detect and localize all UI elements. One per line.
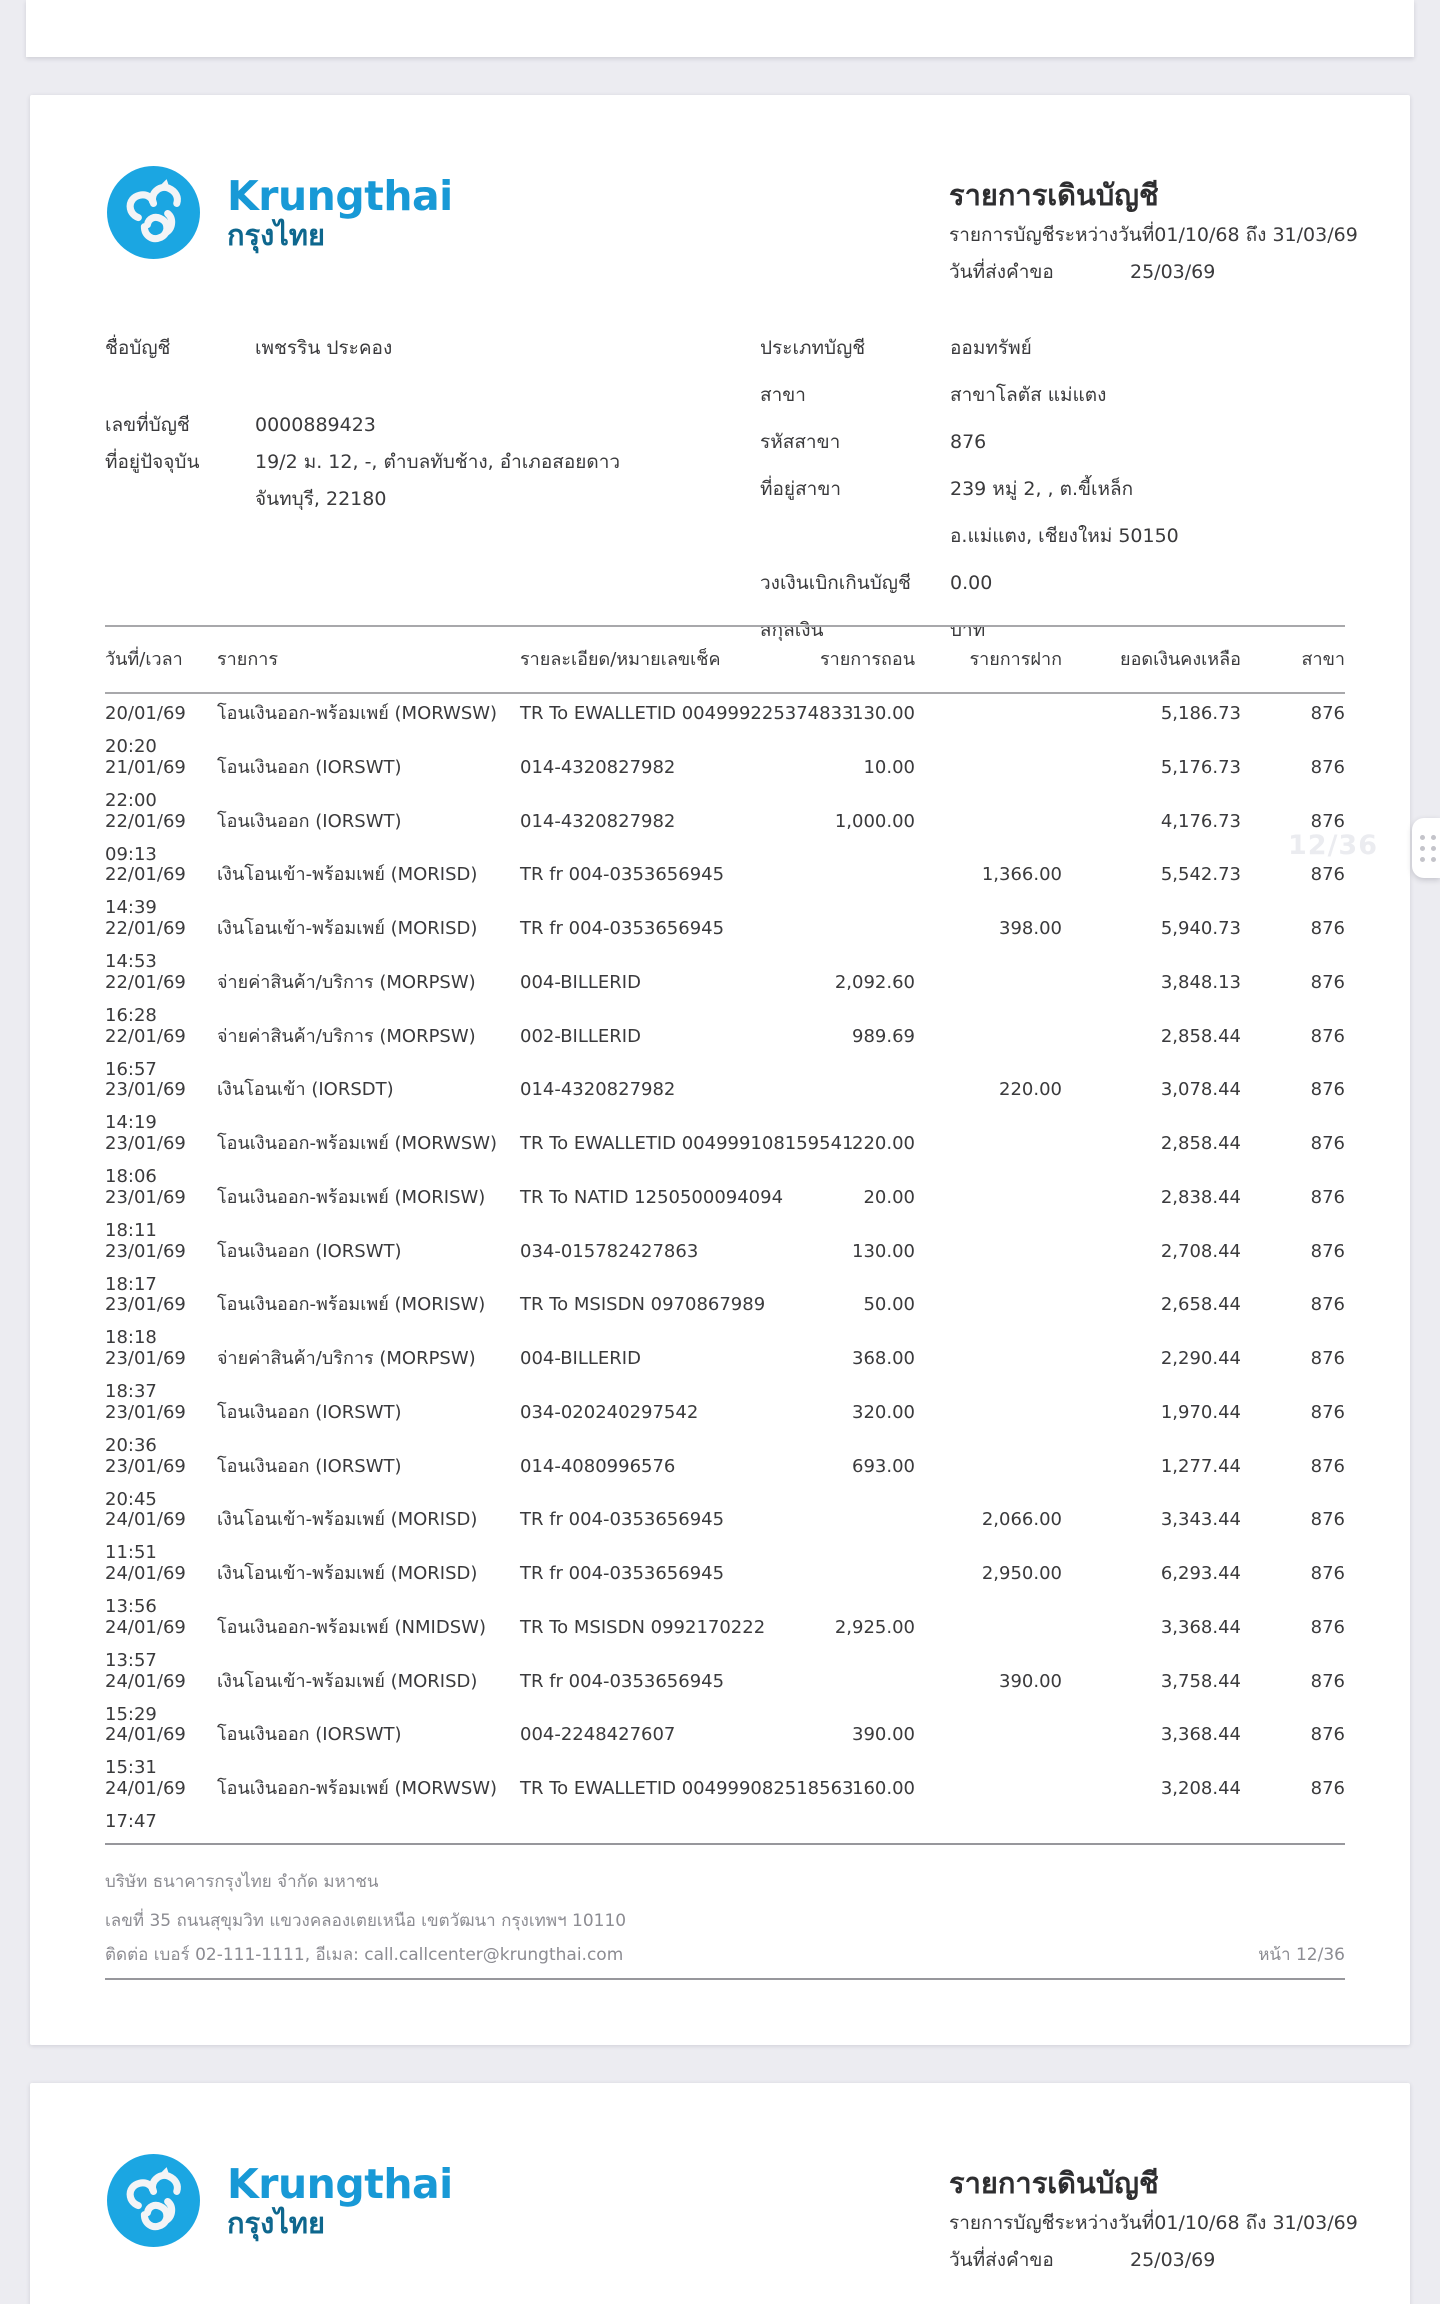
transaction-description: จ่ายค่าสินค้า/บริการ (MORPSW): [217, 1025, 476, 1047]
balance-amount: 5,186.73: [1160, 703, 1241, 724]
date-time-cell: [105, 1725, 217, 1778]
previous-page-bottom-strip: [26, 0, 1414, 57]
balance-amount: 3,208.44: [1160, 1778, 1241, 1799]
transaction-time: 13:56: [105, 1596, 157, 1617]
brand-wordmark-thai: กรุงไทย: [227, 2206, 325, 2240]
table-row: [105, 1457, 1345, 1511]
info-row: [760, 479, 1410, 499]
info-row: [760, 526, 1410, 546]
balance-amount: 3,368.44: [1160, 1616, 1241, 1638]
transaction-description: โอนเงินออก-พร้อมเพย์ (NMIDSW): [217, 1616, 486, 1638]
transaction-time: 15:31: [105, 1757, 157, 1779]
balance-amount: 2,708.44: [1160, 1240, 1241, 1262]
table-row: [105, 1080, 1345, 1134]
info-value: 0.00: [950, 572, 993, 594]
info-label: สกุลเงิน: [760, 619, 824, 641]
date-time-cell: [105, 1295, 217, 1348]
transaction-description: โอนเงินออก-พร้อมเพย์ (MORWSW): [217, 1778, 498, 1799]
branch-code: 876: [1310, 1186, 1345, 1208]
withdrawal-amount: 989.69: [852, 1025, 915, 1047]
table-row: [105, 1242, 1345, 1296]
info-value: บาท: [950, 619, 986, 641]
branch-code: 876: [1310, 1133, 1345, 1154]
transaction-time: 20:20: [105, 736, 157, 757]
column-header: รายการฝาก: [969, 649, 1062, 670]
brand-wordmark: Krungthai: [227, 2160, 453, 2208]
date-time-cell: [105, 1672, 217, 1725]
branch-code: 876: [1310, 918, 1345, 939]
withdrawal-amount: 2,092.60: [834, 971, 915, 993]
date-time-cell: [105, 1457, 217, 1510]
statement-period-row: [949, 2212, 1379, 2234]
transaction-date: 23/01/69: [105, 1294, 186, 1316]
branch-code: 876: [1310, 1616, 1345, 1638]
request-date-value: 25/03/69: [1130, 261, 1216, 283]
transaction-date: 23/01/69: [105, 1133, 186, 1154]
date-time-cell: [105, 973, 217, 1026]
transaction-time: 14:53: [105, 951, 157, 972]
transaction-time: 18:06: [105, 1166, 157, 1187]
balance-amount: 6,293.44: [1160, 1563, 1241, 1584]
transaction-description: เงินโอนเข้า-พร้อมเพย์ (MORISD): [217, 1509, 478, 1531]
statement-page: [30, 95, 1410, 2045]
footer-address: เลขที่ 35 ถนนสุขุมวิท แขวงคลองเตยเหนือ เขตวัฒนา กรุงเทพฯ 10110: [105, 1911, 627, 1931]
info-label: ชื่อบัญชี: [105, 337, 171, 359]
info-value: จันทบุรี, 22180: [255, 488, 387, 510]
transaction-description: เงินโอนเข้า-พร้อมเพย์ (MORISD): [217, 1563, 478, 1584]
branch-code: 876: [1310, 1294, 1345, 1316]
page-indicator-watermark: 12/36: [1288, 830, 1379, 861]
table-row: [105, 1188, 1345, 1242]
drag-handle-dots-icon: [1420, 835, 1436, 862]
transaction-date: 23/01/69: [105, 1401, 186, 1423]
transaction-detail: 014-4320827982: [520, 810, 676, 832]
withdrawal-amount: 20.00: [863, 1186, 915, 1208]
table-row: [105, 704, 1345, 758]
deposit-amount: 2,066.00: [981, 1509, 1062, 1531]
date-time-cell: [105, 1027, 217, 1080]
withdrawal-amount: 130.00: [852, 1240, 915, 1262]
info-label: ประเภทบัญชี: [760, 337, 866, 359]
info-value: 0000889423: [255, 414, 376, 436]
transaction-date: 21/01/69: [105, 756, 186, 778]
transaction-detail: TR To EWALLETID 004999108159541: [520, 1133, 854, 1154]
transaction-time: 18:37: [105, 1381, 157, 1402]
table-row: [105, 1349, 1345, 1403]
transaction-date: 20/01/69: [105, 703, 186, 724]
table-row: [105, 1725, 1345, 1779]
transaction-description: โอนเงินออก-พร้อมเพย์ (MORWSW): [217, 703, 498, 724]
transaction-detail: TR fr 004-0353656945: [520, 1670, 725, 1692]
transaction-detail: 004-BILLERID: [520, 1348, 641, 1369]
date-time-cell: [105, 1779, 217, 1832]
transaction-description: โอนเงินออก-พร้อมเพย์ (MORWSW): [217, 1133, 498, 1154]
footer-divider: [105, 1978, 1345, 1980]
deposit-amount: 390.00: [999, 1670, 1062, 1692]
table-body: [105, 694, 1345, 1833]
branch-code: 876: [1310, 1079, 1345, 1101]
date-time-cell: [105, 1510, 217, 1563]
info-label: รหัสสาขา: [760, 431, 841, 453]
balance-amount: 3,848.13: [1160, 971, 1241, 993]
date-time-cell: [105, 1349, 217, 1402]
column-header: วันที่/เวลา: [105, 649, 183, 670]
balance-amount: 3,343.44: [1160, 1509, 1241, 1531]
scroll-drag-handle[interactable]: [1412, 818, 1440, 878]
withdrawal-amount: 693.00: [852, 1455, 915, 1477]
deposit-amount: 1,366.00: [981, 864, 1062, 886]
column-header: รายการ: [217, 649, 278, 670]
transaction-date: 22/01/69: [105, 864, 186, 886]
balance-amount: 3,758.44: [1160, 1670, 1241, 1692]
transaction-detail: 034-020240297542: [520, 1401, 699, 1423]
withdrawal-amount: 220.00: [852, 1133, 915, 1154]
balance-amount: 2,858.44: [1160, 1133, 1241, 1154]
table-row: [105, 1295, 1345, 1349]
branch-code: 876: [1310, 1778, 1345, 1799]
request-date-label: วันที่ส่งคำขอ: [949, 2249, 1054, 2271]
krungthai-logo: [107, 2154, 453, 2247]
transaction-detail: 004-2248427607: [520, 1724, 676, 1746]
transactions-table: [105, 625, 1345, 1833]
brand-wordmark: Krungthai: [227, 172, 453, 220]
branch-code: 876: [1310, 1563, 1345, 1584]
column-header: รายละเอียด/หมายเลขเช็ค: [520, 649, 721, 670]
transaction-detail: TR To MSISDN 0970867989: [520, 1294, 766, 1316]
transaction-time: 20:45: [105, 1488, 157, 1510]
transaction-description: เงินโอนเข้า-พร้อมเพย์ (MORISD): [217, 1670, 478, 1692]
brand-wordmark-thai: กรุงไทย: [227, 218, 325, 252]
transaction-date: 22/01/69: [105, 1025, 186, 1047]
info-row: [760, 385, 1410, 405]
transaction-date: 22/01/69: [105, 971, 186, 993]
transaction-detail: 014-4320827982: [520, 756, 676, 778]
transaction-description: โอนเงินออก (IORSWT): [217, 810, 402, 832]
deposit-amount: 398.00: [999, 918, 1062, 939]
transaction-description: โอนเงินออก (IORSWT): [217, 1455, 402, 1477]
transaction-time: 16:57: [105, 1058, 157, 1080]
balance-amount: 2,658.44: [1160, 1294, 1241, 1316]
info-label: วงเงินเบิกเกินบัญชี: [760, 572, 911, 594]
withdrawal-amount: 368.00: [852, 1348, 915, 1369]
transaction-date: 22/01/69: [105, 810, 186, 832]
transaction-time: 17:47: [105, 1811, 157, 1832]
transaction-detail: 004-BILLERID: [520, 971, 641, 993]
page-title: รายการเดินบัญชี: [949, 178, 1159, 212]
info-label: เลขที่บัญชี: [105, 414, 190, 436]
branch-code: 876: [1310, 810, 1345, 832]
info-value: ออมทรัพย์: [950, 337, 1032, 359]
branch-code: 876: [1310, 1348, 1345, 1369]
table-row: [105, 1134, 1345, 1188]
date-time-cell: [105, 1403, 217, 1456]
table-row: [105, 1618, 1345, 1672]
balance-amount: 3,078.44: [1160, 1079, 1241, 1101]
statement-period-label: รายการบัญชีระหว่างวันที่: [949, 224, 1155, 246]
transaction-time: 18:17: [105, 1273, 157, 1295]
statement-period-label: รายการบัญชีระหว่างวันที่: [949, 2212, 1155, 2234]
balance-amount: 4,176.73: [1160, 810, 1241, 832]
transaction-date: 24/01/69: [105, 1670, 186, 1692]
column-header: สาขา: [1301, 649, 1345, 670]
transaction-description: โอนเงินออก-พร้อมเพย์ (MORISW): [217, 1294, 486, 1316]
transaction-detail: TR fr 004-0353656945: [520, 918, 725, 939]
table-row: [105, 1779, 1345, 1833]
transaction-detail: 014-4320827982: [520, 1079, 676, 1101]
transaction-detail: TR fr 004-0353656945: [520, 864, 725, 886]
branch-code: 876: [1310, 971, 1345, 993]
info-row: [105, 338, 745, 358]
footer-page-number: หน้า 12/36: [1258, 1945, 1345, 1965]
balance-amount: 2,290.44: [1160, 1348, 1241, 1369]
transaction-date: 24/01/69: [105, 1563, 186, 1584]
branch-code: 876: [1310, 1455, 1345, 1477]
table-row: [105, 758, 1345, 812]
info-value: สาขาโลตัส แม่แตง: [950, 384, 1107, 406]
transaction-time: 14:19: [105, 1112, 157, 1134]
transaction-time: 09:13: [105, 843, 157, 865]
date-time-cell: [105, 812, 217, 865]
date-time-cell: [105, 1080, 217, 1133]
withdrawal-amount: 10.00: [863, 756, 915, 778]
page-footer: [105, 1843, 1345, 1980]
withdrawal-amount: 50.00: [863, 1294, 915, 1316]
balance-amount: 5,176.73: [1160, 756, 1241, 778]
table-row: [105, 973, 1345, 1027]
branch-code: 876: [1310, 1670, 1345, 1692]
date-time-cell: [105, 1242, 217, 1295]
branch-code: 876: [1310, 1724, 1345, 1746]
account-info-left: [105, 338, 745, 526]
transaction-description: เงินโอนเข้า-พร้อมเพย์ (MORISD): [217, 918, 478, 939]
withdrawal-amount: 130.00: [852, 703, 915, 724]
footer-contact: ติดต่อ เบอร์ 02-111-1111, อีเมล: call.callcenter@krungthai.com: [105, 1945, 624, 1965]
transaction-description: โอนเงินออก-พร้อมเพย์ (MORISW): [217, 1186, 486, 1208]
document-header: [949, 179, 1379, 298]
date-time-cell: [105, 1134, 217, 1187]
info-label: สาขา: [760, 384, 806, 406]
info-row: [105, 415, 745, 435]
statement-period-value: 01/10/68 ถึง 31/03/69: [1154, 224, 1358, 246]
info-label: [105, 489, 255, 509]
transaction-description: โอนเงินออก (IORSWT): [217, 756, 402, 778]
table-header: [105, 625, 1345, 694]
table-row: [105, 865, 1345, 919]
withdrawal-amount: 320.00: [852, 1401, 915, 1423]
transaction-detail: TR To EWALLETID 004999225374833: [520, 703, 854, 724]
deposit-amount: 2,950.00: [981, 1563, 1062, 1584]
branch-code: 876: [1310, 703, 1345, 724]
branch-code: 876: [1310, 1240, 1345, 1262]
transaction-date: 23/01/69: [105, 1455, 186, 1477]
date-time-cell: [105, 1564, 217, 1617]
footer-company: บริษัท ธนาคารกรุงไทย จำกัด มหาชน: [105, 1872, 379, 1892]
date-time-cell: [105, 865, 217, 918]
info-value: 239 หมู่ 2, , ต.ขี้เหล็ก: [950, 478, 1134, 500]
account-info-right: [760, 338, 1410, 667]
transaction-date: 22/01/69: [105, 918, 186, 939]
transaction-description: เงินโอนเข้า-พร้อมเพย์ (MORISD): [217, 864, 478, 886]
transaction-time: 11:51: [105, 1542, 157, 1564]
info-value: เพชรริน ประคอง: [255, 337, 393, 359]
info-value: อ.แม่แตง, เชียงใหม่ 50150: [950, 525, 1179, 547]
transaction-time: 15:29: [105, 1703, 157, 1725]
info-row: [760, 432, 1410, 452]
table-row: [105, 1027, 1345, 1081]
balance-amount: 5,542.73: [1160, 864, 1241, 886]
date-time-cell: [105, 704, 217, 757]
document-header: [949, 2167, 1379, 2286]
transaction-description: โอนเงินออก (IORSWT): [217, 1240, 402, 1262]
info-row: [105, 452, 745, 472]
column-header: ยอดเงินคงเหลือ: [1120, 649, 1241, 670]
statement-page-next: [30, 2083, 1410, 2304]
date-time-cell: [105, 919, 217, 972]
table-row: [105, 1403, 1345, 1457]
date-time-cell: [105, 1188, 217, 1241]
transaction-time: 14:39: [105, 897, 157, 919]
transaction-time: 13:57: [105, 1649, 157, 1671]
withdrawal-amount: 390.00: [852, 1724, 915, 1746]
table-row: [105, 919, 1345, 973]
transaction-detail: 002-BILLERID: [520, 1025, 641, 1047]
transaction-date: 24/01/69: [105, 1509, 186, 1531]
branch-code: 876: [1310, 1025, 1345, 1047]
balance-amount: 1,277.44: [1160, 1455, 1241, 1477]
balance-amount: 2,838.44: [1160, 1186, 1241, 1208]
transaction-detail: 014-4080996576: [520, 1455, 676, 1477]
info-row: [760, 573, 1410, 593]
branch-code: 876: [1310, 1509, 1345, 1531]
withdrawal-amount: 2,925.00: [834, 1616, 915, 1638]
transaction-detail: TR To NATID 1250500094094: [520, 1186, 784, 1208]
transaction-date: 23/01/69: [105, 1348, 186, 1369]
withdrawal-amount: 1,000.00: [834, 810, 915, 832]
table-row: [105, 1510, 1345, 1564]
date-time-cell: [105, 1618, 217, 1671]
request-date-value: 25/03/69: [1130, 2249, 1216, 2271]
transaction-description: โอนเงินออก (IORSWT): [217, 1401, 402, 1423]
krungthai-bird-icon: [107, 166, 200, 259]
statement-period-value: 01/10/68 ถึง 31/03/69: [1154, 2212, 1358, 2234]
info-label: [760, 526, 950, 546]
transaction-date: 24/01/69: [105, 1616, 186, 1638]
krungthai-bird-icon: [107, 2154, 200, 2247]
transaction-detail: 034-015782427863: [520, 1240, 699, 1262]
date-time-cell: [105, 758, 217, 811]
transaction-description: จ่ายค่าสินค้า/บริการ (MORPSW): [217, 1348, 476, 1369]
branch-code: 876: [1310, 756, 1345, 778]
transaction-time: 18:18: [105, 1327, 157, 1349]
transaction-date: 23/01/69: [105, 1186, 186, 1208]
info-row: [105, 489, 745, 509]
transaction-detail: TR fr 004-0353656945: [520, 1509, 725, 1531]
transaction-description: จ่ายค่าสินค้า/บริการ (MORPSW): [217, 971, 476, 993]
krungthai-logo: [107, 166, 453, 259]
transaction-detail: TR To MSISDN 0992170222: [520, 1616, 766, 1638]
info-row: [760, 338, 1410, 358]
deposit-amount: 220.00: [999, 1079, 1062, 1101]
transaction-time: 20:36: [105, 1434, 157, 1456]
request-date-label: วันที่ส่งคำขอ: [949, 261, 1054, 283]
column-header: รายการถอน: [819, 649, 915, 670]
transaction-date: 23/01/69: [105, 1079, 186, 1101]
transaction-time: 18:11: [105, 1219, 157, 1241]
transaction-description: เงินโอนเข้า (IORSDT): [217, 1079, 394, 1101]
transaction-date: 23/01/69: [105, 1240, 186, 1262]
request-date-row: [949, 261, 1379, 283]
info-label: ที่อยู่ปัจจุบัน: [105, 451, 200, 473]
transaction-date: 24/01/69: [105, 1778, 186, 1799]
page-title: รายการเดินบัญชี: [949, 2166, 1159, 2200]
balance-amount: 3,368.44: [1160, 1724, 1241, 1746]
transaction-detail: TR To EWALLETID 004999082518563: [520, 1778, 854, 1799]
balance-amount: 2,858.44: [1160, 1025, 1241, 1047]
info-label: ที่อยู่สาขา: [760, 478, 841, 500]
transaction-time: 16:28: [105, 1004, 157, 1026]
transaction-detail: TR fr 004-0353656945: [520, 1563, 725, 1584]
table-row: [105, 812, 1345, 866]
balance-amount: 1,970.44: [1160, 1401, 1241, 1423]
transaction-time: 22:00: [105, 789, 157, 811]
transaction-description: โอนเงินออก (IORSWT): [217, 1724, 402, 1746]
info-value: 19/2 ม. 12, -, ตำบลทับช้าง, อำเภอสอยดาว: [255, 451, 621, 473]
withdrawal-amount: 160.00: [852, 1778, 915, 1799]
branch-code: 876: [1310, 1401, 1345, 1423]
table-row: [105, 1564, 1345, 1618]
table-row: [105, 1672, 1345, 1726]
statement-period-row: [949, 224, 1379, 246]
balance-amount: 5,940.73: [1160, 918, 1241, 939]
info-value: 876: [950, 431, 987, 453]
transaction-date: 24/01/69: [105, 1724, 186, 1746]
request-date-row: [949, 2249, 1379, 2271]
branch-code: 876: [1310, 864, 1345, 886]
